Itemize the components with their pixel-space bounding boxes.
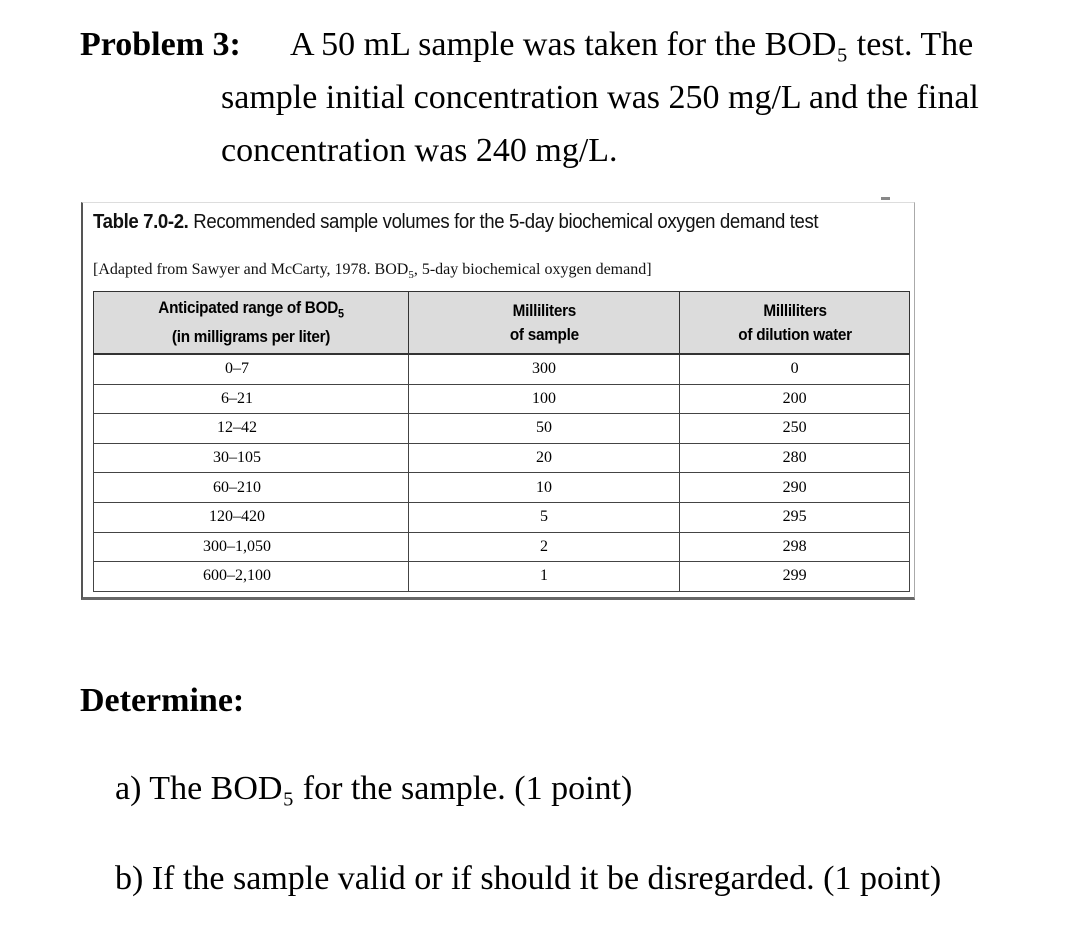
cell-sample-ml	[408, 502, 680, 532]
cell-sample-ml-value: 300	[532, 360, 557, 378]
cell-dilution-ml-value: 299	[782, 567, 807, 585]
cell-dilution-ml-value: 200	[782, 389, 807, 407]
cell-dilution-ml-value: 290	[782, 478, 807, 496]
cell-bod-range	[94, 562, 409, 592]
table-row	[94, 562, 910, 592]
header-dilution-line2: of dilution water	[737, 324, 852, 344]
cell-bod-range	[94, 414, 409, 444]
cell-dilution-ml	[680, 473, 910, 503]
cell-bod-range-value: 120–420	[209, 508, 265, 526]
determine-heading: Determine:	[80, 682, 245, 719]
cell-sample-ml-value: 50	[536, 419, 553, 437]
table-row	[94, 384, 910, 414]
problem-statement	[80, 18, 1020, 177]
table-source-suffix: , 5-day biochemical oxygen demand]	[413, 261, 652, 278]
scan-mark	[881, 197, 890, 200]
header-sample-line2: of sample	[509, 324, 579, 344]
table-row	[94, 532, 910, 562]
cell-sample-ml	[408, 354, 680, 384]
cell-bod-range	[94, 502, 409, 532]
header-bod-range	[94, 292, 409, 355]
table-body	[94, 354, 910, 591]
table-row	[94, 502, 910, 532]
cell-bod-range	[94, 532, 409, 562]
question-b: b) If the sample valid or if should it be disregarded. (1 point)	[115, 860, 942, 897]
cell-sample-ml	[408, 414, 680, 444]
cell-bod-range	[94, 473, 409, 503]
cell-bod-range-value: 300–1,050	[203, 537, 271, 555]
cell-dilution-ml	[680, 562, 910, 592]
table-source-prefix: [Adapted from Sawyer and McCarty, 1978. BOD	[93, 261, 409, 278]
bod-volume-table	[93, 291, 910, 592]
cell-bod-range-value: 600–2,100	[203, 567, 271, 585]
cell-dilution-ml-value: 280	[782, 449, 807, 467]
table-header-row	[94, 292, 910, 355]
header-dilution-line1: Milliliters	[762, 300, 827, 320]
cell-sample-ml	[408, 473, 680, 503]
table-source	[93, 261, 652, 281]
header-bod-range-line2: (in milligrams per liter)	[171, 327, 330, 347]
cell-bod-range	[94, 354, 409, 384]
cell-sample-ml-value: 100	[532, 389, 557, 407]
cell-sample-ml	[408, 532, 680, 562]
cell-bod-range-value: 30–105	[213, 449, 261, 467]
problem-line-2: sample initial concentration was 250 mg/L and the final	[221, 79, 979, 116]
cell-sample-ml-value: 20	[536, 449, 553, 467]
cell-dilution-ml	[680, 414, 910, 444]
cell-sample-ml-value: 2	[540, 537, 549, 555]
table-row	[94, 354, 910, 384]
table-caption-label: Table 7.0-2.	[93, 211, 189, 233]
cell-bod-range-value: 12–42	[217, 419, 257, 437]
cell-dilution-ml	[680, 502, 910, 532]
cell-dilution-ml	[680, 443, 910, 473]
cell-sample-ml	[408, 562, 680, 592]
cell-sample-ml-value: 10	[536, 478, 553, 496]
table-caption	[93, 211, 818, 234]
problem-line-1: A 50 mL sample was taken for the BOD₅ test. The	[290, 26, 974, 63]
table-row	[94, 473, 910, 503]
table-row	[94, 414, 910, 444]
cell-dilution-ml	[680, 384, 910, 414]
table-caption-text: Recommended sample volumes for the 5-day biochemical oxygen demand test	[193, 211, 819, 233]
question-a: a) The BOD₅ for the sample. (1 point)	[115, 770, 633, 807]
cell-sample-ml	[408, 384, 680, 414]
cell-dilution-ml-value: 295	[782, 508, 807, 526]
cell-dilution-ml-value: 298	[782, 537, 807, 555]
header-sample-ml	[408, 292, 680, 355]
cell-bod-range	[94, 384, 409, 414]
cell-bod-range-value: 6–21	[221, 389, 253, 407]
cell-bod-range-value: 0–7	[225, 360, 249, 378]
cell-dilution-ml	[680, 354, 910, 384]
header-bod-sub: 5	[337, 306, 344, 321]
cell-dilution-ml-value: 0	[790, 360, 799, 378]
cell-sample-ml-value: 5	[540, 508, 549, 526]
problem-line-3: concentration was 240 mg/L.	[221, 132, 618, 169]
header-dilution-ml	[680, 292, 910, 355]
cell-bod-range	[94, 443, 409, 473]
cell-dilution-ml-value: 250	[782, 419, 807, 437]
table-figure	[81, 202, 915, 600]
table-row	[94, 443, 910, 473]
cell-sample-ml	[408, 443, 680, 473]
header-sample-line1: Milliliters	[512, 300, 576, 320]
header-bod-range-line1: Anticipated range of BOD	[158, 297, 338, 317]
problem-label: Problem 3:	[80, 26, 241, 63]
cell-bod-range-value: 60–210	[213, 478, 261, 496]
table-source-sub: 5	[408, 269, 414, 282]
cell-dilution-ml	[680, 532, 910, 562]
cell-sample-ml-value: 1	[540, 567, 549, 585]
